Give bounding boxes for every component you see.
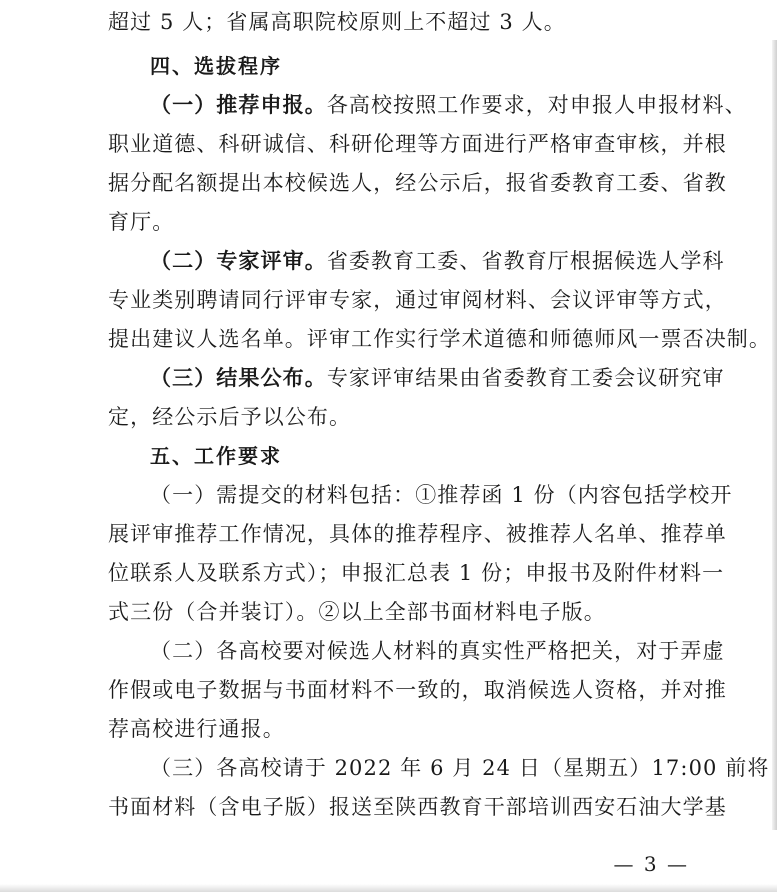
paragraph-line: （一）需提交的材料包括：①推荐函 1 份（内容包括学校开 [150, 483, 733, 507]
paragraph-line [150, 91, 747, 119]
paragraph-line: 职业道德、科研诚信、科研伦理等方面进行严格审查审核，并根 [108, 132, 727, 156]
subsection-lead: （三）结果公布。 [150, 366, 327, 390]
paragraph-text: 专家评审结果由省委教育工委会议研究审 [326, 366, 725, 390]
paragraph-line: 提出建议人选名单。评审工作实行学术道德和师德师风一票否决制。 [108, 327, 771, 351]
paragraph-line: 荐高校进行通报。 [108, 717, 285, 741]
paragraph-line: 超过 5 人；省属高职院校原则上不超过 3 人。 [108, 10, 566, 34]
paragraph-line: 专业类别聘请同行评审专家，通过审阅材料、会议评审等方式， [108, 288, 727, 312]
paragraph-line: 位联系人及联系方式）；申报汇总表 1 份；申报书及附件材料一 [108, 561, 725, 585]
section-heading-work-requirements: 五、工作要求 [150, 444, 282, 468]
paragraph-text: 各高校按照工作要求，对申报人申报材料、 [326, 93, 747, 117]
page-bottom-shadow [0, 884, 777, 892]
paragraph-line: （二）各高校要对候选人材料的真实性严格把关，对于弄虚 [150, 639, 725, 663]
paragraph-line: 书面材料（含电子版）报送至陕西教育干部培训西安石油大学基 [108, 795, 727, 819]
paragraph-line: 育厅。 [108, 210, 175, 234]
paragraph-line: （三）各高校请于 2022 年 6 月 24 日（星期五）17:00 前将 [150, 756, 770, 780]
paragraph-line: 作假或电子数据与书面材料不一致的，取消候选人资格，并对推 [108, 678, 727, 702]
paragraph-text: 省委教育工委、省教育厅根据候选人学科 [326, 249, 725, 273]
paragraph-line: 式三份（合并装订）。②以上全部书面材料电子版。 [108, 600, 606, 624]
subsection-lead: （一）推荐申报。 [150, 93, 327, 117]
paragraph-line: 定，经公示后予以公布。 [108, 405, 352, 429]
paragraph-line [150, 364, 725, 392]
paragraph-line: 展评审推荐工作情况，具体的推荐程序、被推荐人名单、推荐单 [108, 522, 727, 546]
section-heading-selection-procedure: 四、选拔程序 [150, 54, 282, 78]
paragraph-line [150, 247, 725, 275]
page-number: — 3 — [613, 852, 689, 876]
paragraph-line: 据分配名额提出本校候选人，经公示后，报省委教育工委、省教 [108, 171, 727, 195]
subsection-lead: （二）专家评审。 [150, 249, 327, 273]
page-edge-shadow [772, 40, 777, 830]
